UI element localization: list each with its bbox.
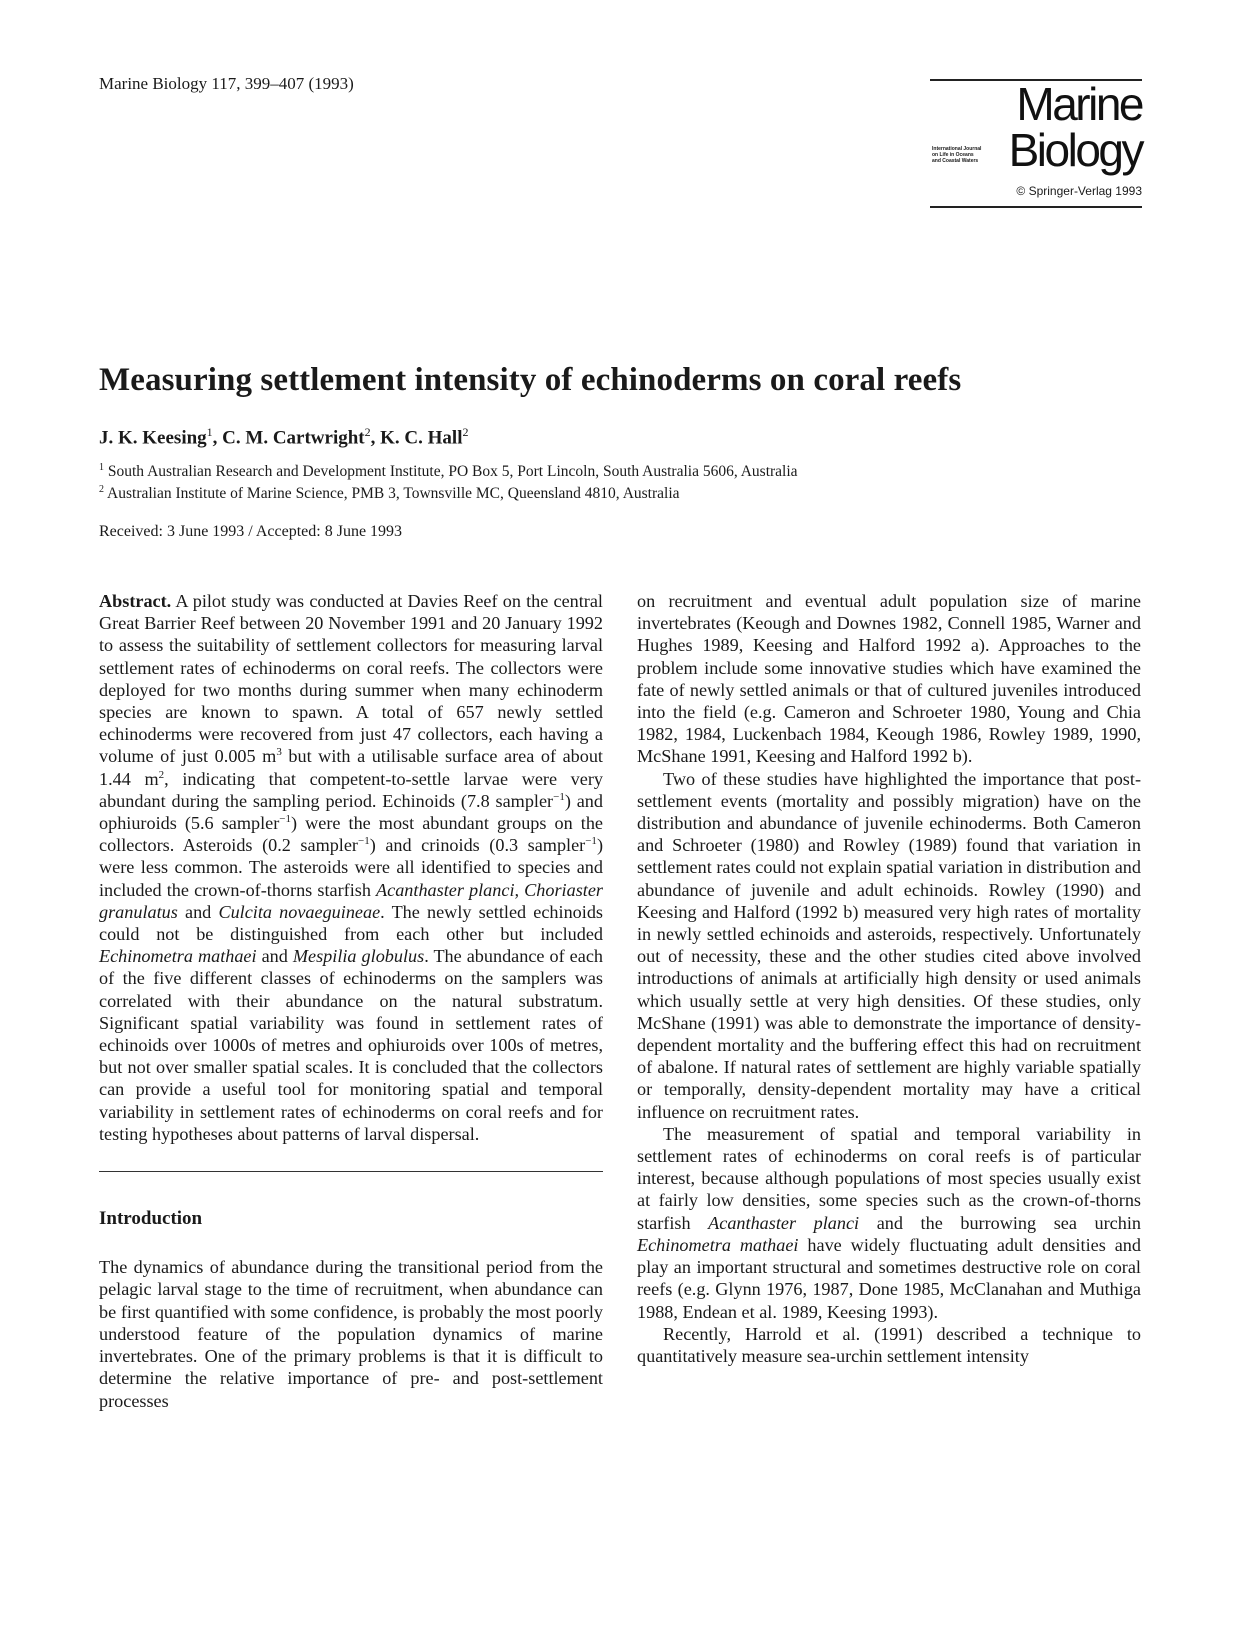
logo-word-biology: Biology: [1008, 124, 1142, 176]
affiliation-number: 2: [99, 484, 104, 495]
abstract-text: A pilot study was conducted at Davies Reef on the central Great Barrier Reef between 20 November 1991 and 20 January 1992 to assess the suitability of settlement collectors for measuring larval settlement rates of echinoderms on coral reefs. The collectors were deployed for two months during summer when many echinoderm species are known to spawn. A total of 657 newly settled echinoderms were recovered from just 47 collectors, each having a volume of just 0.005 m: [99, 591, 603, 767]
left-column: [99, 590, 603, 1412]
abstract-text: but with a utilisable surface area of about 1.44 m: [99, 746, 603, 789]
logo-tagline-line: on Life in Oceans: [932, 152, 974, 158]
logo-tagline-line: and Coastal Waters: [932, 158, 979, 164]
abstract-text: ) were the most abundant groups on the collectors. Asteroids (0.2 sampler: [99, 813, 603, 856]
introduction-paragraph: The dynamics of abundance during the transitional period from the pelagic larval stage to the time of recruitment, when abundance can be first quantified with some confidence, is probably the most poorly understood feature of the population dynamics of marine invertebrates. One of the primary problems is that it is difficult to determine the relative importance of pre- and post-settlement processes: [99, 1257, 603, 1411]
affiliation-1: [99, 462, 798, 481]
section-heading-introduction: Introduction: [99, 1208, 203, 1230]
author-affiliation-mark: 1: [206, 425, 213, 439]
superscript: −1: [585, 835, 597, 848]
abstract-divider: [99, 1171, 603, 1172]
species-name: Echinometra mathaei: [99, 946, 257, 967]
body-paragraph: Two of these studies have highlighted the importance that post-settlement events (mortality and possibly migration) have on the distribution and abundance of juvenile echinoderms. Both Cameron and Schroeter (1980) and Rowley (1989) found that variation in settlement rates could not explain spatial variation in distribution and abundance of juvenile and adult echinoids. Rowley (1990) and Keesing and Halford (1992 b) measured very high rates of mortality in newly settled echinoids and asteroids, respectively. Unfortunately out of necessity, these and the other studies cited above involved introductions of animals at artificially high density or used animals which usually settle at very high densities. Of these studies, only McShane (1991) was able to demonstrate the importance of density-dependent mortality and the buffering effect this had on recruitment of abalone. If natural rates of settlement are highly variable spatially or temporally, density-dependent mortality may have a critical influence on recruitment rates.: [637, 768, 1141, 1122]
affiliation-2: [99, 484, 680, 503]
species-name: Echinometra mathaei: [637, 1234, 799, 1255]
body-text: have widely fluctuating adult densities and play an important structural and sometimes destructive role on coral reefs (e.g. Glynn 1976, 1987, Done 1985, McClanahan and Muthiga 1988, Endean et al. 1989, Keesing 1993).: [637, 1234, 1141, 1322]
body-text: and the burrowing sea urchin: [859, 1212, 1141, 1233]
abstract-text: ) and ophiuroids (5.6 sampler: [99, 790, 603, 834]
author-separator: ,: [370, 427, 381, 449]
affiliation-number: 1: [99, 462, 104, 473]
author-name: C. M. Cartwright: [222, 427, 365, 449]
author-name: K. C. Hall: [380, 427, 463, 449]
superscript: 3: [276, 746, 282, 759]
superscript: −1: [358, 835, 370, 848]
body-paragraph: [637, 1123, 1141, 1323]
species-name: Acanthaster planci, Choriaster granulatus: [99, 879, 603, 922]
logo-word-marine: Marine: [1016, 78, 1142, 130]
author-name: J. K. Keesing: [99, 427, 207, 449]
abstract-text: ) were less common. The asteroids were all identified to species and included the crown-of-thorns starfish: [99, 835, 603, 900]
superscript: −1: [553, 790, 565, 803]
author-list: [99, 425, 468, 449]
body-text: The measurement of spatial and temporal variability in settlement rates of echinoderms on coral reefs is of particular interest, because although populations of most species usually exist at fairly low densities, some species such as the crown-of-thorns starfish: [637, 1123, 1141, 1233]
species-name: Acanthaster planci: [708, 1212, 860, 1233]
superscript: −1: [279, 812, 292, 825]
abstract-text: , indicating that competent-to-settle larvae were very abundant during the sampling period. Echinoids (7.8 sampler: [99, 768, 603, 811]
journal-citation: Marine Biology 117, 399–407 (1993): [99, 74, 354, 93]
received-accepted-dates: Received: 3 June 1993 / Accepted: 8 June 1993: [99, 523, 403, 540]
abstract-text: and: [256, 946, 293, 967]
article-title: Measuring settlement intensity of echinoderms on coral reefs: [99, 362, 962, 398]
abstract: [99, 590, 603, 1145]
logo-rule-bottom: [930, 206, 1142, 208]
right-column: [637, 590, 1141, 1367]
abstract-text: and: [177, 901, 219, 922]
body-paragraph: Recently, Harrold et al. (1991) described a technique to quantitatively measure sea-urchin settlement intensity: [637, 1323, 1141, 1366]
species-name: Mespilia globulus: [292, 946, 425, 967]
affiliation-text: South Australian Research and Development Institute, PO Box 5, Port Lincoln, South Australia 5606, Australia: [107, 463, 798, 481]
affiliation-text: Australian Institute of Marine Science, PMB 3, Townsville MC, Queensland 4810, Australia: [107, 485, 680, 503]
logo-tagline: [932, 146, 992, 164]
abstract-text: . The newly settled echinoids could not be distinguished from each other but included: [99, 901, 603, 945]
abstract-label: Abstract.: [99, 591, 172, 611]
author-affiliation-mark: 2: [364, 425, 371, 439]
abstract-text: ) and crinoids (0.3 sampler: [369, 835, 586, 856]
author-affiliation-mark: 2: [462, 425, 469, 439]
journal-logo: [930, 79, 1142, 209]
logo-tagline-line: International Journal: [932, 146, 982, 152]
abstract-text: . The abundance of each of the five different classes of echinoderms on the samplers was correlated with their abundance on the natural substratum. Significant spatial variability was found in settlement rates of echinoids over 1000s of metres and ophiuroids over 100s of metres, but not over smaller spatial scales. It is concluded that the collectors can provide a useful tool for monitoring spatial and temporal variability in settlement rates of echinoderms on coral reefs and for testing hypotheses about patterns of larval dispersal.: [99, 946, 603, 1144]
copyright-notice: © Springer-Verlag 1993: [1016, 184, 1142, 198]
species-name: Culcita novaeguineae: [218, 901, 381, 922]
author-separator: ,: [212, 427, 223, 449]
superscript: 2: [158, 768, 165, 781]
body-paragraph: on recruitment and eventual adult population size of marine invertebrates (Keough and Downes 1982, Connell 1985, Warner and Hughes 1989, Keesing and Halford 1992 a). Approaches to the problem include some innovative studies which have examined the fate of newly settled animals or that of cultured juveniles introduced into the field (e.g. Cameron and Schroeter 1980, Young and Chia 1982, 1984, Luckenbach 1984, Keough 1986, Rowley 1989, 1990, McShane 1991, Keesing and Halford 1992 b).: [637, 591, 1141, 767]
